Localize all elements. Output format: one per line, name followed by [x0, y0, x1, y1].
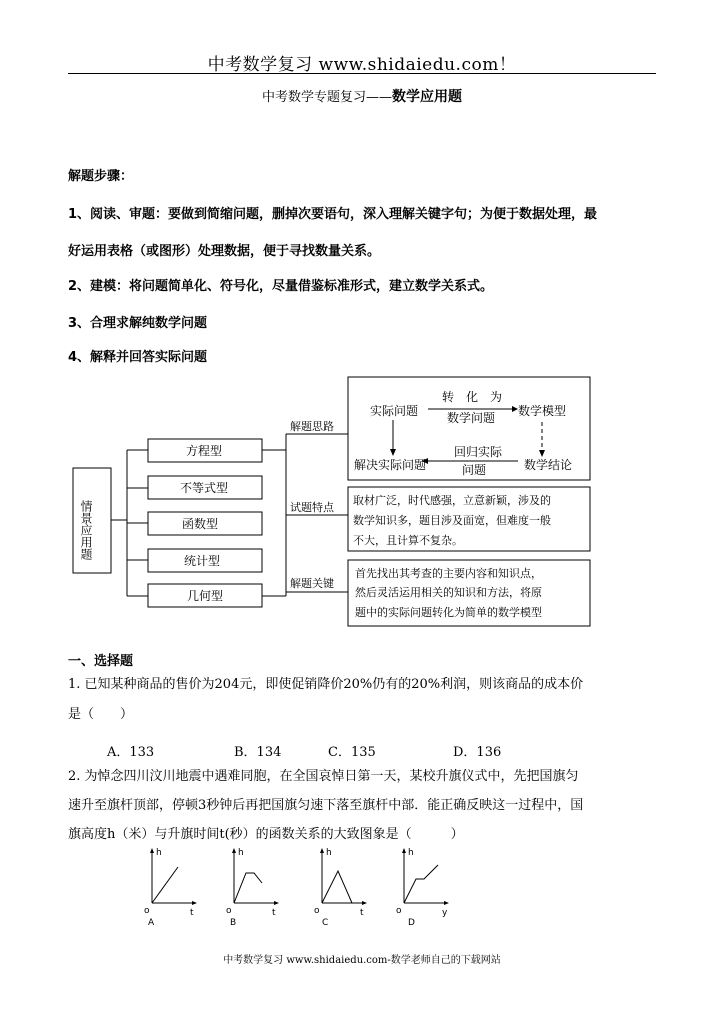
q1-line1: 1. 已知某种商品的售价为204元，即使促销降价20%仍有的20%利润，则该商品的成本价 [68, 677, 584, 692]
graph-b-y: h [238, 848, 244, 858]
features-line1: 取材广泛，时代感强，立意新颖，涉及的 [353, 494, 551, 507]
q2-line3: 旗高度h（米）与升旗时间t(秒）的函数关系的大致图象是（ ） [68, 827, 464, 842]
features-line3: 不大，且计算不复杂。 [353, 534, 463, 547]
q1-choice-b: B．134 [234, 745, 282, 760]
graph-b-x: t [272, 908, 276, 918]
flow-real-problem: 实际问题 [370, 404, 419, 418]
flow-math-conclusion: 数学结论 [524, 458, 573, 472]
graph-c-y: h [326, 848, 332, 858]
key-line2: 然后灵活运用相关的知识和方法，将原 [355, 586, 542, 599]
graph-c-x: t [360, 908, 364, 918]
root-label: 情景应用题 [79, 500, 93, 560]
graph-d-x: y [442, 908, 448, 918]
graph-c [314, 848, 367, 928]
type-statistics: 统计型 [184, 554, 221, 568]
flow-math-model: 数学模型 [518, 404, 567, 418]
branch-thinking: 解题思路 [290, 420, 334, 433]
flow-transform: 转 化 为 [442, 390, 503, 404]
graph-c-label: C [322, 918, 329, 928]
document-subtitle [0, 86, 724, 106]
graph-a-y: h [156, 848, 162, 858]
graph-d-y: h [408, 848, 414, 858]
page-footer: 中考数学复习 www.shidaiedu.com-数学老师自己的下载网站 [223, 955, 501, 966]
graph-a-label: A [148, 918, 155, 928]
q1-choice-d: D．136 [453, 745, 502, 760]
header-rule [68, 73, 656, 74]
step1-line1: 1、阅读、审题：要做到简缩问题，删掉次要语句，深入理解关键字句；为便于数据处理，最 [68, 207, 598, 222]
step2: 2、建模：将问题简单化、符号化，尽量借鉴标准形式，建立数学关系式。 [68, 279, 494, 294]
graph-b-label: B [230, 918, 237, 928]
graph-b-origin: o [226, 906, 232, 916]
flow-solve-real: 解决实际问题 [354, 458, 427, 472]
graph-b [226, 848, 279, 928]
flow-problem: 问题 [462, 463, 487, 477]
page-header: 中考数学复习 www.shidaiedu.com！ [207, 55, 517, 75]
graph-c-origin: o [314, 906, 320, 916]
features-line2: 数学知识多，题目涉及面宽，但难度一般 [353, 514, 551, 527]
subtitle-prefix: 中考数学专题复习—— [261, 90, 392, 105]
q1-choice-c: C．135 [328, 745, 376, 760]
key-line3: 题中的实际问题转化为简单的数学模型 [355, 606, 542, 619]
graph-a-origin: o [144, 906, 150, 916]
steps-heading: 解题步骤： [68, 169, 134, 184]
q1-line2: 是（ ） [68, 707, 134, 722]
graph-a-x: t [190, 908, 194, 918]
method-diagram [0, 370, 724, 640]
step4: 4、解释并回答实际问题 [68, 350, 208, 365]
section1-heading: 一、选择题 [68, 654, 134, 669]
q2-graphs [130, 845, 450, 930]
step3: 3、合理求解纯数学问题 [68, 316, 208, 331]
type-inequality: 不等式型 [180, 481, 229, 495]
graph-d-label: D [408, 918, 415, 928]
branch-key: 解题关键 [290, 577, 334, 590]
q2-line1: 2. 为悼念四川汶川地震中遇难同胞，在全国哀悼日第一天，某校升旗仪式中，先把国旗匀 [68, 769, 579, 784]
subtitle-bold: 数学应用题 [392, 89, 462, 105]
graph-d-origin: o [396, 906, 402, 916]
key-line1: 首先找出其考查的主要内容和知识点， [355, 567, 542, 580]
graph-a [144, 848, 197, 928]
flow-math-problem: 数学问题 [447, 411, 496, 425]
q1-choice-a: A．133 [107, 745, 155, 760]
graph-d [396, 848, 449, 928]
q2-line2: 速升至旗杆顶部，停顿3秒钟后再把国旗匀速下落至旗杆中部．能正确反映这一过程中，国 [68, 798, 584, 813]
type-equation: 方程型 [186, 444, 223, 458]
type-geometry: 几何型 [187, 589, 224, 603]
flow-return-real: 回归实际 [454, 445, 503, 459]
type-function: 函数型 [182, 517, 219, 531]
branch-features: 试题特点 [290, 501, 334, 514]
step1-line2: 好运用表格（或图形）处理数据，便于寻找数量关系。 [68, 244, 381, 259]
